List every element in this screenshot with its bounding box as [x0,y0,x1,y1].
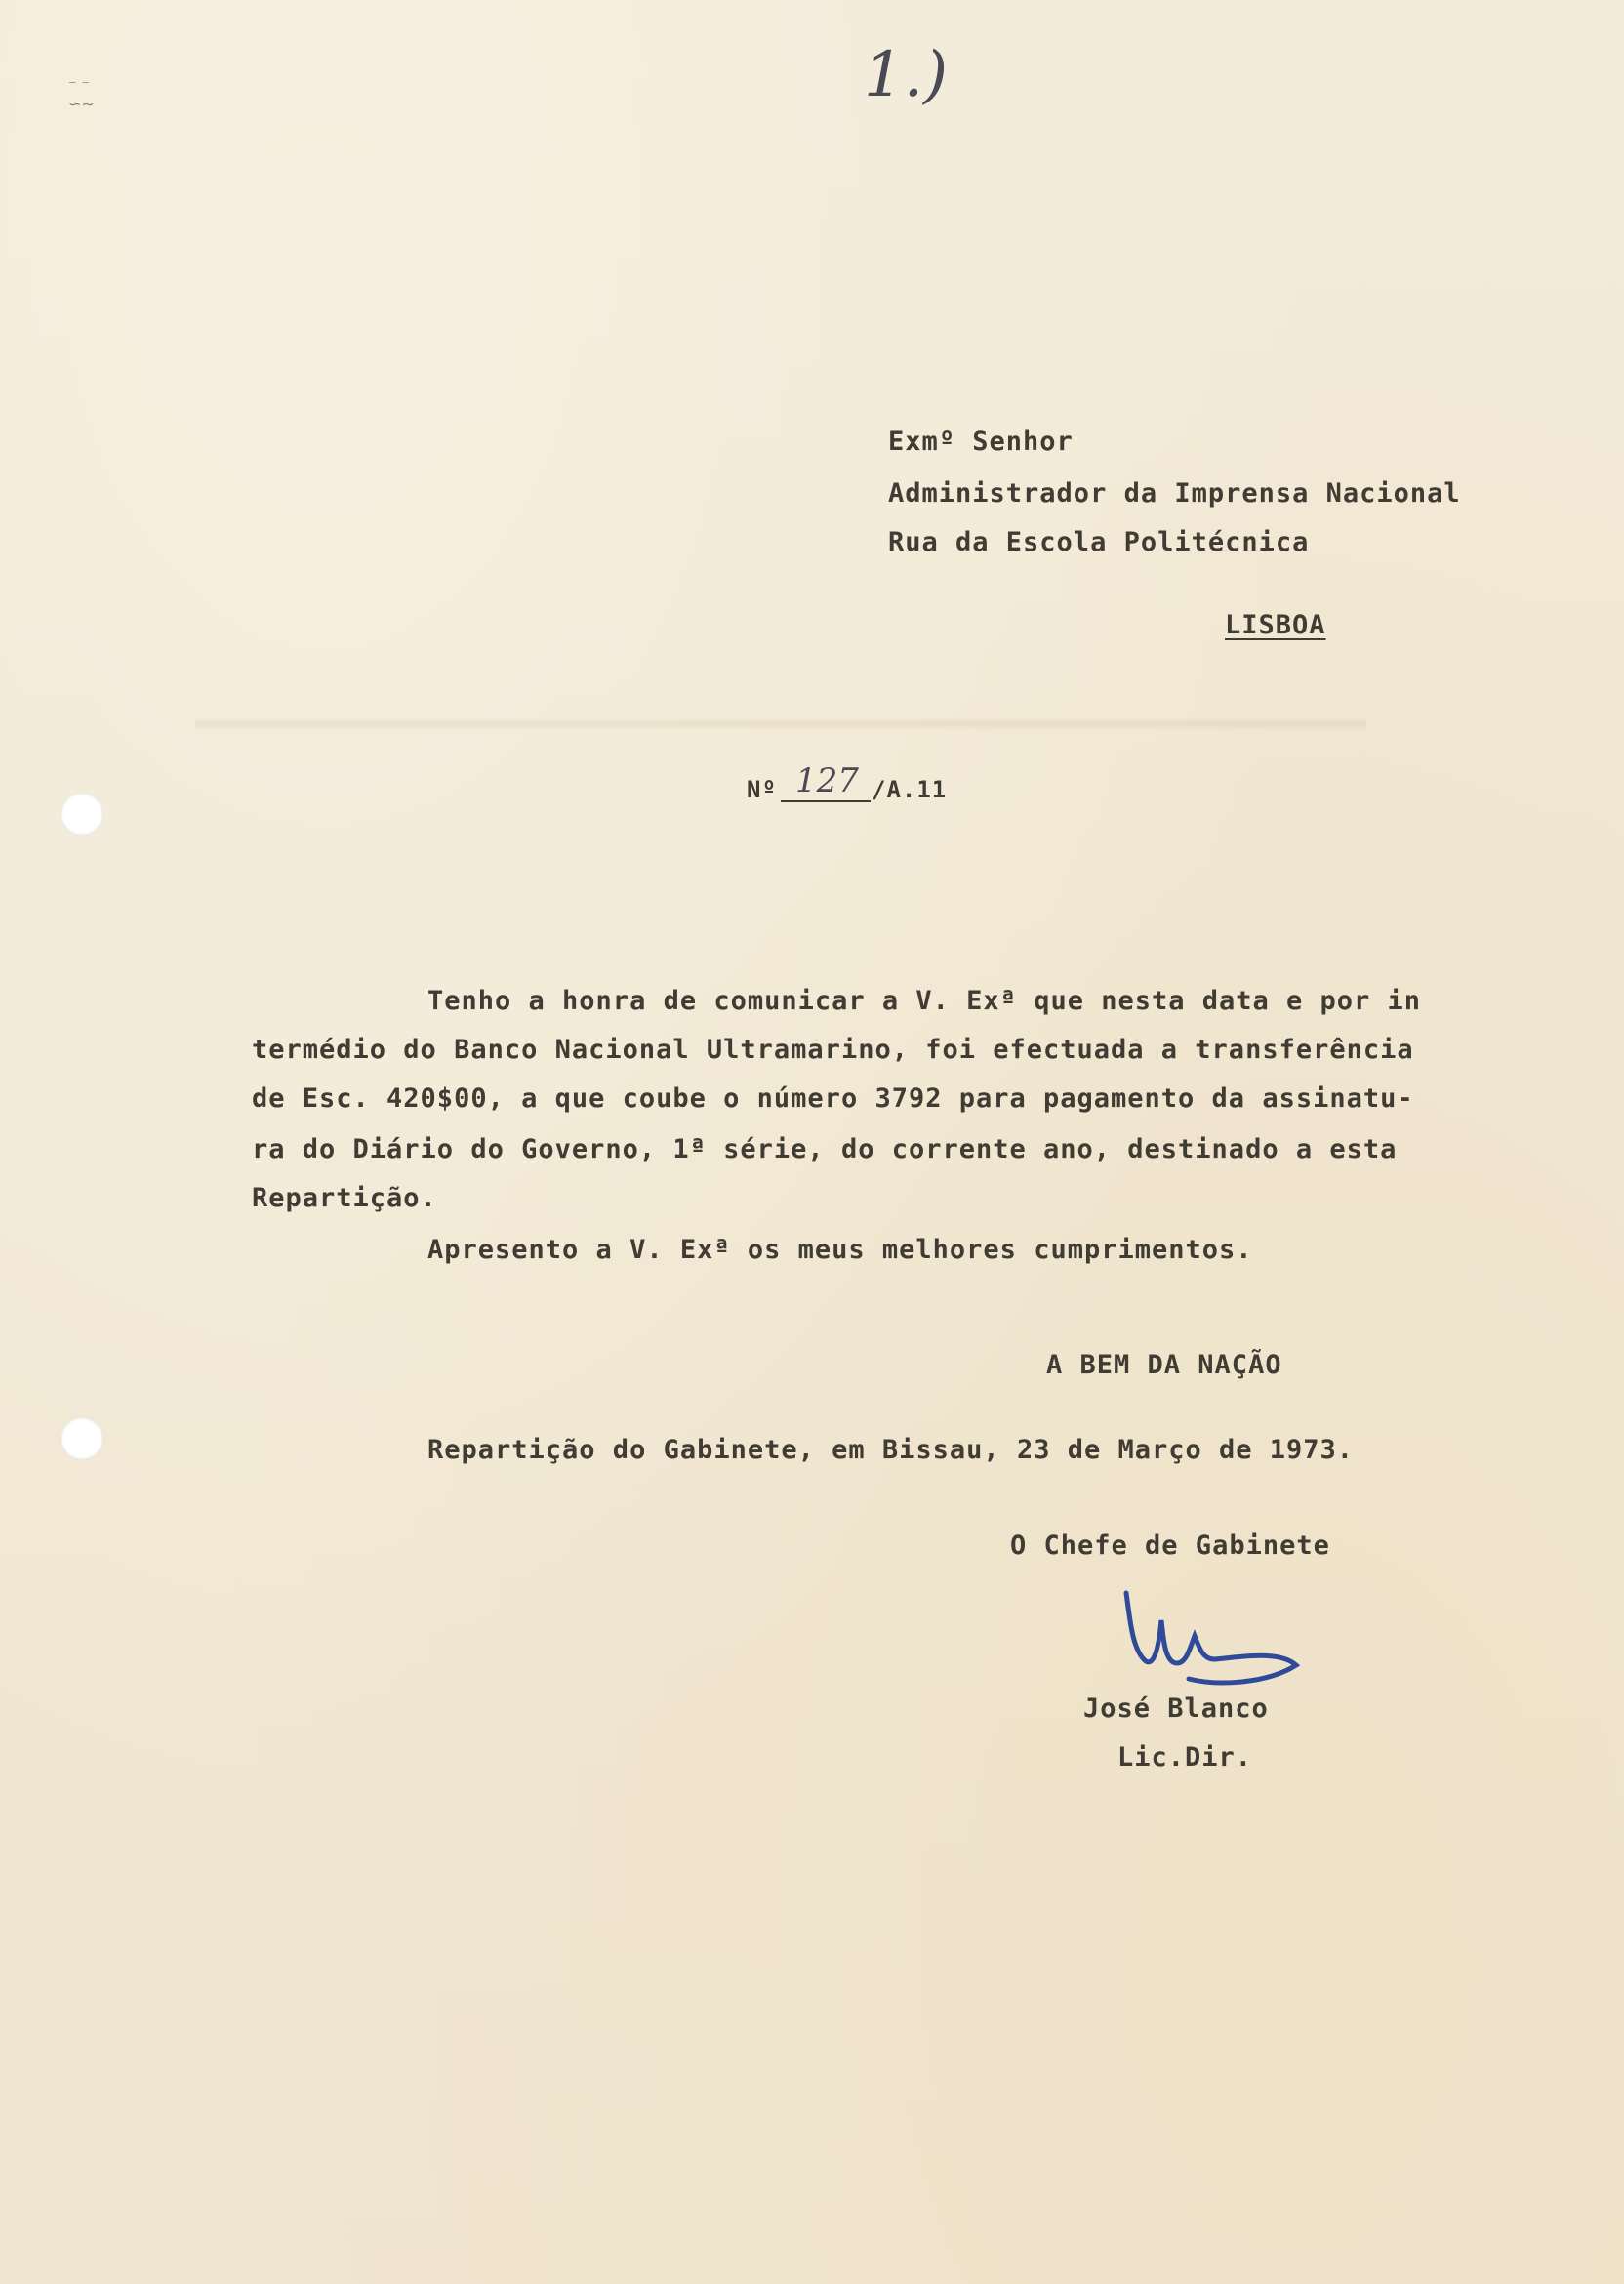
body-line-4: ra do Diário do Governo, 1ª série, do corrente ano, destinado a esta [252,1134,1398,1164]
punch-hole-top [61,793,103,836]
corner-marks: ⁻ ⁻ ∽∼ [68,76,95,113]
addressee-title: Administrador da Imprensa Nacional [888,478,1461,509]
motto: A BEM DA NAÇÃO [1046,1350,1282,1380]
addressee-salutation: Exmº Senhor [888,427,1074,457]
reference-prefix: Nº [747,776,777,803]
place-date: Repartição do Gabinete, em Bissau, 23 de Março de 1973. [427,1435,1355,1465]
signatory-name: José Blanco [1083,1693,1269,1724]
signatory-degree: Lic.Dir. [1117,1742,1253,1773]
body-line-2: termédio do Banco Nacional Ultramarino, foi efectuada a transferência [252,1035,1414,1065]
handwritten-page-number: 1.) [864,39,949,111]
body-line-3: de Esc. 420$00, a que coube o número 3792 para pagamento da assinatu- [252,1083,1414,1114]
paper-fold-shadow [195,717,1366,731]
body-line-1: Tenho a honra de comunicar a V. Exª que nesta data e por in [427,986,1422,1016]
reference-number: 127 [795,761,859,800]
body-line-5: Repartição. [252,1183,437,1213]
closing-line: Apresento a V. Exª os meus melhores cumprimentos. [427,1235,1253,1265]
reference-suffix: /A.11 [872,776,948,803]
addressee-street: Rua da Escola Politécnica [888,527,1310,557]
signatory-role: O Chefe de Gabinete [1010,1530,1330,1561]
punch-hole-bottom [61,1417,103,1460]
reference-underline [781,800,871,802]
addressee-city: LISBOA [1225,610,1326,640]
